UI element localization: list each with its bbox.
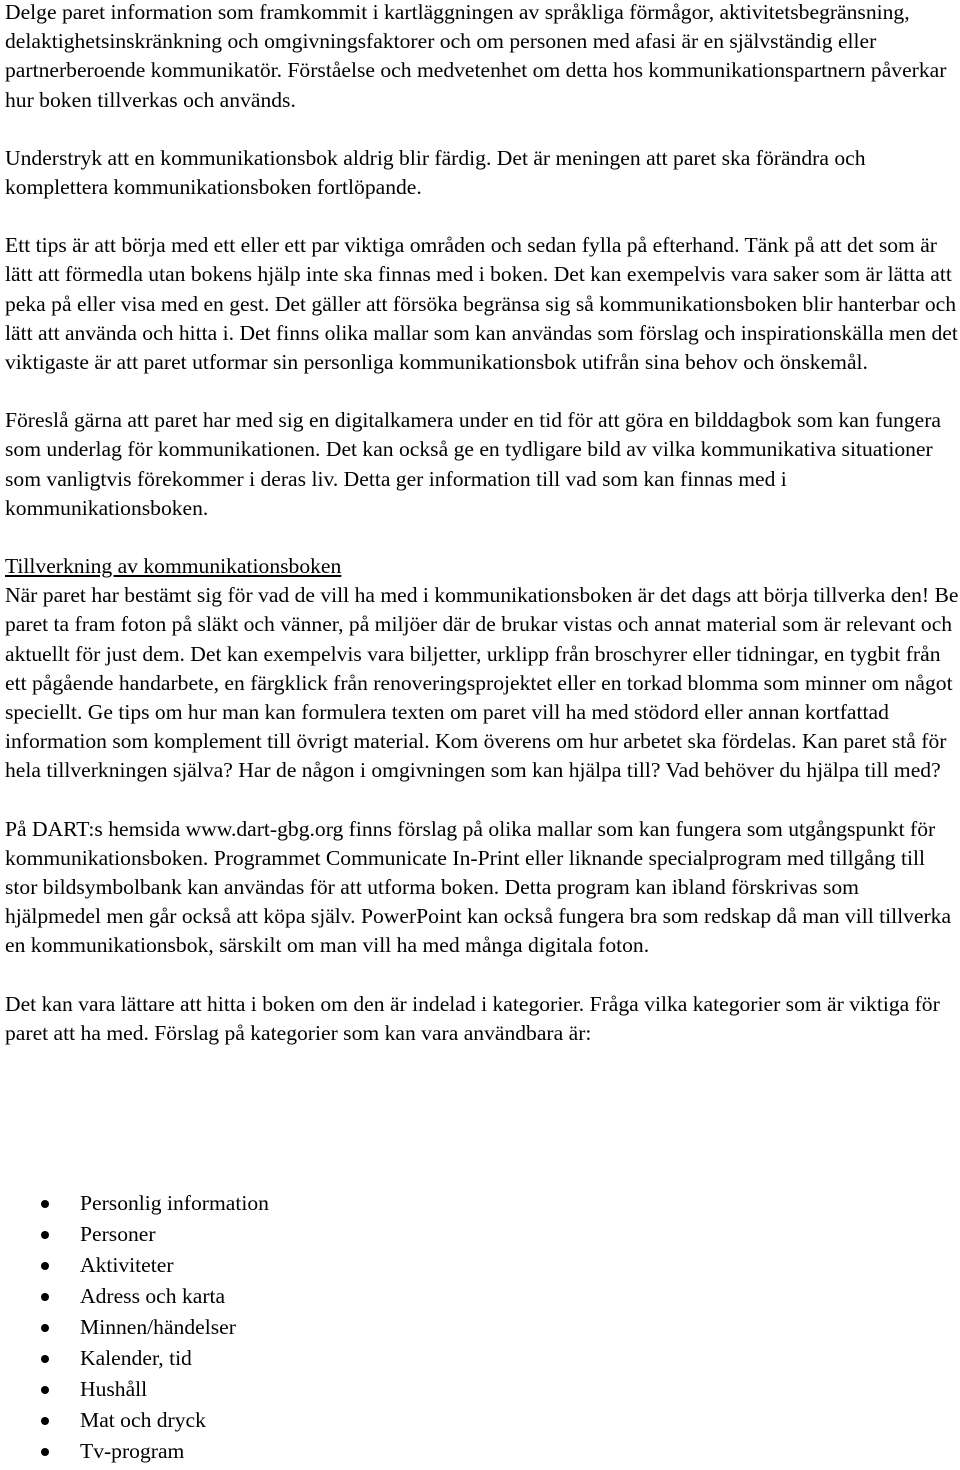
list-item: Personlig information bbox=[5, 1188, 269, 1219]
bullet-icon bbox=[41, 1231, 49, 1239]
paragraph-never-finished: Understryk att en kommunikationsbok aldrig blir färdig. Det är meningen att paret ska förändra och komplettera kommunikationsboken fortlöpande. bbox=[5, 145, 866, 200]
paragraph-dart-website: På DART:s hemsida www.dart-gbg.org finns förslag på olika mallar som kan fungera som utgångspunkt för kommunikationsboken. Programmet Communicate In-Print eller liknande specialprogram med tillgång till stor bildsymbolbank kan användas för att utforma boken. Detta program kan ibland förskrivas som hjälpmedel men går också att köpa själv. PowerPoint kan också fungera bra som redskap då man vill tillverka en kommunikationsbok, särskilt om man vill ha med många digitala foton. bbox=[5, 816, 952, 958]
list-item: Adress och karta bbox=[5, 1281, 269, 1312]
bullet-icon bbox=[41, 1262, 49, 1270]
list-item: Tv-program bbox=[5, 1436, 269, 1467]
document-page bbox=[5, 0, 959, 1463]
list-item: Minnen/händelser bbox=[5, 1312, 269, 1343]
paragraph-categories-intro: Det kan vara lättare att hitta i boken om den är indelad i kategorier. Fråga vilka kategorier som är viktiga för paret att ha med. Förslag på kategorier som kan vara användbara är: bbox=[5, 991, 940, 1045]
bullet-icon bbox=[41, 1324, 49, 1332]
category-list bbox=[5, 1188, 269, 1467]
bullet-icon bbox=[41, 1355, 49, 1363]
paragraph-sharing-information: Delge paret information som framkommit i kartläggningen av språkliga förmågor, aktivitetsbegränsning, delaktighetsinskränkning och omgivningsfaktorer och om personen med afasi är en självständig eller partnerberoende kommunikatör. Förståelse och medvetenhet om detta hos kommunikationspartnern påverkar hur boken tillverkas och används. bbox=[5, 0, 947, 112]
list-item: Kalender, tid bbox=[5, 1343, 269, 1374]
bullet-icon bbox=[41, 1417, 49, 1425]
section-heading: Tillverkning av kommunikationsboken bbox=[5, 554, 342, 579]
list-item: Aktiviteter bbox=[5, 1250, 269, 1281]
list-item: Mat och dryck bbox=[5, 1405, 269, 1436]
list-item: Hushåll bbox=[5, 1374, 269, 1405]
paragraph-manufacturing: När paret har bestämt sig för vad de vill ha med i kommunikationsboken är det dags att börja tillverka den! Be paret ta fram foton på släkt och vänner, på miljöer där de brukar vistas och annat material som är relevant och aktuellt för just dem. Det kan exempelvis vara biljetter, urklipp från broschyrer eller tidningar, en tygbit från ett pågående handarbete, en färgklick från renoveringsprojektet eller en torkad blomma som minner om något speciellt. Ge tips om hur man kan formulera texten om paret vill ha med stödord eller annan kortfattad information som komplement till övrigt material. Kom överens om hur arbetet ska fördelas. Kan paret stå för hela tillverkningen själva? Har de någon i omgivningen som kan hjälpa till? Vad behöver du hjälpa till med? bbox=[5, 583, 959, 783]
list-item: Personer bbox=[5, 1219, 269, 1250]
bullet-icon bbox=[41, 1200, 49, 1208]
bullet-icon bbox=[41, 1293, 49, 1301]
paragraph-digital-camera: Föreslå gärna att paret har med sig en digitalkamera under en tid för att göra en bilddagbok som kan fungera som underlag för kommunikationen. Det kan också ge en tydligare bild av vilka kommunikativa situationer som vanligtvis förekommer i deras liv. Detta ger information till vad som kan finnas med i kommunikationsboken. bbox=[5, 408, 942, 520]
bullet-icon bbox=[41, 1386, 49, 1394]
paragraph-tips: Ett tips är att börja med ett eller ett par viktiga områden och sedan fylla på efterhand. Tänk på att det som är lätt att förmedla utan bokens hjälp inte ska finnas med i boken. Det kan exempelvis vara saker som är lätta att peka på eller visa med en gest. Det gäller att försöka begränsa sig så kommunikationsboken blir hanterbar och lätt att använda och hitta i. Det finns olika mallar som kan användas som förslag och inspirationskälla men det viktigaste är att paret utformar sin personliga kommunikationsbok utifrån sina behov och önskemål. bbox=[5, 233, 958, 375]
bullet-icon bbox=[41, 1448, 49, 1456]
